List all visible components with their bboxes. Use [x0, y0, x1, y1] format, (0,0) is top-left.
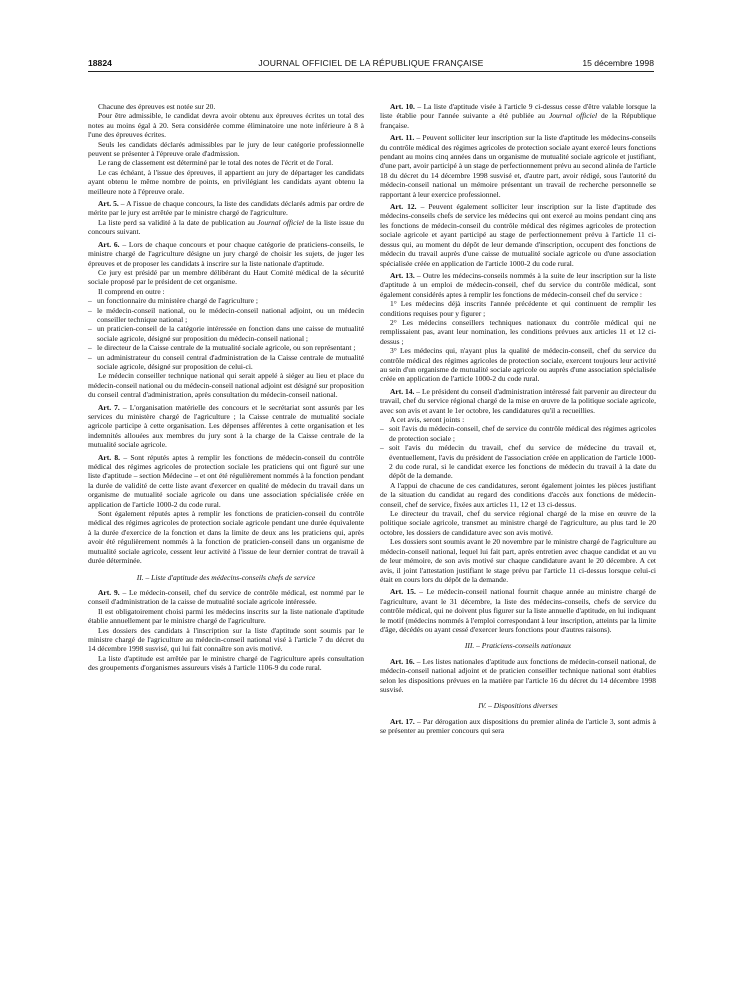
article-17 [380, 717, 656, 736]
paragraph: Le cas échéant, à l'issue des épreuves, il appartient au jury de départager les candidats ayant obtenu le même nombre de points, en privilégiant les candidats ayant obtenu la meilleure note à l'épreuve orale. [88, 167, 364, 196]
article-label: Art. 7. [98, 402, 120, 412]
article-7 [88, 403, 364, 450]
article-15 [380, 587, 656, 634]
section-title-text: III. – Praticiens-conseils nationaux [464, 641, 572, 651]
article-label: Art. 5. [98, 199, 119, 209]
paragraph: Le rang de classement est déterminé par le total des notes de l'écrit et de l'oral. [98, 158, 334, 168]
header-rule [88, 71, 654, 72]
list-item: – le directeur de la Caisse centrale de la mutualité sociale agricole, ou son représentant ; [88, 343, 364, 352]
article-text: – A l'issue de chaque concours, la liste des candidats déclarés admis par ordre de mérite par le jury est arrêtée par le ministre chargé de l'agriculture. [88, 199, 364, 218]
paragraph: A cet avis, seront joints : [390, 415, 465, 424]
article-16 [380, 657, 656, 695]
paragraph: Les dossiers des candidats à l'inscription sur la liste d'aptitude sont soumis par le ministre chargé de l'agriculture au médecin-conseil national visé à l'article 7 du décret du 14 décembre 1998 susvisé, qui lui fait connaître son avis motivé. [88, 625, 364, 654]
article-label: Art. 17. [390, 716, 415, 726]
article-text: – Lors de chaque concours et pour chaque catégorie de praticiens-conseils, le ministre chargé de l'agriculture désigne un jury chargé de choisir les sujets, de juger les épreuves et de proposer les candidats à inscrire sur la liste nationale d'aptitude. [88, 239, 364, 268]
article-12 [380, 202, 656, 268]
article-label: Art. 8. [98, 452, 121, 462]
left-column [88, 102, 364, 673]
article-14 [380, 387, 656, 415]
page-header [88, 56, 654, 72]
article-text: – Outre les médecins-conseils nommés à la suite de leur inscription sur la liste d'aptitude à un emploi de médecin-conseil, chef du service du contrôle médical, sont également considérés aptes à remplir les fonctions de médecin-conseil chef du service : [380, 270, 656, 299]
article-13 [380, 271, 656, 299]
paragraph: Il est obligatoirement choisi parmi les médecins inscrits sur la liste nationale d'aptitude établie annuellement par le ministre chargé de l'agriculture. [88, 606, 364, 626]
issue-date: 15 décembre 1998 [582, 58, 654, 68]
article-text: – Peuvent également solliciter leur inscription sur la liste d'aptitude des médecins-conseils chefs de service les médecins qui ont exercé au moins pendant cinq ans les fonctions de médecin-conseil du contrôle médical des régimes agricoles de protection sociale agricole et ayant participé au stage de perfectionnement prévu à l'article 11 ci-dessus qui, au moment du dépôt de leur demande d'inscription, occupent des fonctions de médecin du travail auprès d'une caisse de mutualité sociale agricole ou d'une association spécialisée créée en application de l'article 1000-2 du code rural. [380, 202, 656, 268]
paragraph: Ce jury est présidé par un membre délibérant du Haut Comité médical de la sécurité sociale proposé par le président de cet organisme. [88, 267, 364, 287]
page-number: 18824 [88, 58, 112, 68]
numbered-item: 1° Les médecins déjà inscrits l'année précédente et qui continuent de remplir les conditions requises pour y figurer ; [380, 299, 656, 318]
article-label: Art. 16. [390, 656, 415, 666]
article-label: Art. 6. [98, 239, 120, 249]
article-text: – Le médecin-conseil national fournit chaque année au ministre chargé de l'agriculture, avant le 31 décembre, la liste des médecins-conseils, chefs de service du contrôle médical, qui ne doivent plus figurer sur la liste annuelle d'aptitude, en lui indiquant le motif (médecins nommés à l'emploi correspondant à leur inscription, atteints par la limite d'âge, décédés ou ayant cessé d'exercer leurs fonctions pour d'autres raisons). [380, 587, 657, 634]
numbered-item: 3° Les médecins qui, n'ayant plus la qualité de médecin-conseil, chef du service du contrôle médical des régimes agricoles de protection sociale, exercent toujours leur activité au sein d'un organisme de mutualité sociale agricole ou auprès d'une association spécialisée créée en application de l'article 1000-2 du code rural. [380, 346, 656, 384]
section-title-3 [380, 641, 656, 650]
section-title-text: II. – Liste d'aptitude des médecins-conseils chefs de service [136, 572, 316, 582]
article-text: – Les listes nationales d'aptitude aux fonctions de médecin-conseil national, de médecin-conseil national adjoint et de praticien conseiller technique national sont établies selon les dispositions prévues en la matière par l'article 16 du décret du 14 décembre 1998 susvisé. [380, 656, 656, 694]
article-text: – Sont réputés aptes à remplir les fonctions de médecin-conseil du contrôle médical des régimes agricoles de protection sociale les praticiens qui ont figuré sur une liste d'aptitude – section Médecine – et ont été régulièrement nommés à la fonction pendant la durée de validité de cette liste avant d'exercer en qualité de médecin du travail dans un organisme de mutualité sociale agricole ou dans une association spécialisée créée en application de l'article 1000-2 du code rural. [88, 452, 364, 509]
paragraph: La liste d'aptitude est arrêtée par le ministre chargé de l'agriculture après consultation des groupements d'organismes assureurs visés à l'article 1106-9 du code rural. [88, 653, 364, 673]
article-10 [380, 102, 656, 130]
text-run: La liste perd sa validité à la date de publication au [98, 217, 258, 227]
article-text: – Le président du conseil d'administration intéressé fait parvenir au directeur du travail, chef du service régional chargé de la mise en œuvre de la politique sociale agricole, avec son avis et avant le 1er octobre, les candidatures qu'il a recueillies. [380, 386, 656, 415]
list-item: – soit l'avis du médecin-conseil, chef de service du contrôle médical des régimes agricoles de protection sociale ; [380, 424, 656, 443]
article-11 [380, 133, 656, 199]
article-8 [88, 453, 364, 509]
article-label: Art. 13. [390, 270, 415, 280]
article-label: Art. 10. [390, 102, 415, 111]
article-label: Art. 14. [390, 386, 415, 396]
list-item: – le médecin-conseil national, ou le médecin-conseil national adjoint, ou un médecin conseiller technique national ; [88, 306, 364, 325]
list-item: – soit l'avis du médecin du travail, chef du service de médecine du travail et, éventuellement, l'avis du président de l'association créée en application de l'article 1000-2 du code rural, si le candidat exerce les fonctions de médecin du travail à la date du dépôt de la demande. [380, 443, 656, 481]
paragraph: A l'appui de chacune de ces candidatures, seront également jointes les pièces justifiant de la situation du candidat au regard des conditions d'accès aux fonctions de médecin-conseil, chef de service, fixées aux articles 11, 12 et 13 ci-dessus. [380, 480, 656, 509]
journal-title: JOURNAL OFFICIEL DE LA RÉPUBLIQUE FRANÇAISE [258, 58, 484, 68]
section-title-4 [380, 701, 656, 710]
article-label: Art. 15. [390, 587, 416, 597]
list-item: – un fonctionnaire du ministère chargé de l'agriculture ; [88, 296, 364, 305]
paragraph: Le directeur du travail, chef du service régional chargé de la mise en œuvre de la politique sociale agricole, transmet au ministre chargé de l'agriculture, au plus tard le 20 octobre, les dossiers de candidature avec son avis motivé. [380, 509, 656, 537]
paragraph: Chacune des épreuves est notée sur 20. [98, 102, 216, 111]
journal-reference: Journal officiel [548, 111, 598, 121]
attachment-list [380, 424, 656, 480]
text-run: de la liste issue du concours suivant. [88, 217, 364, 237]
list-item: – un administrateur du conseil central d'administration de la Caisse centrale de mutualité sociale agricole, désigné sur proposition de celui-ci. [88, 353, 364, 372]
paragraph: Le médecin conseiller technique national qui serait appelé à siéger au lieu et place du médecin-conseil national ou du médecin-conseil national adjoint est désigné sur proposition du conseil central d'administration, après consultation du médecin-conseil national. [88, 371, 364, 400]
list-item: – un praticien-conseil de la catégorie intéressée en fonction dans une caisse de mutualité sociale agricole, désigné sur proposition du médecin-conseil national ; [88, 324, 364, 343]
article-text: – Par dérogation aux dispositions du premier alinéa de l'article 3, sont admis à se présenter au premier concours qui sera [380, 716, 656, 736]
paragraph: Seuls les candidats déclarés admissibles par le jury de leur catégorie professionnelle peuvent se présenter à l'épreuve orale d'admission. [88, 139, 364, 159]
article-text: – L'organisation matérielle des concours et le secrétariat sont assurés par les services du ministère chargé de l'agriculture ; la Caisse centrale de mutualité sociale agricole participe à cette organisation. Les dépenses afférentes à cette organisation et les indemnités allouées aux membres du jury sont à la charge de la Caisse centrale de la mutualité sociale agricole. [88, 402, 364, 450]
article-label: Art. 11. [390, 133, 415, 143]
paragraph [88, 218, 364, 237]
journal-reference: Journal officiel [257, 217, 304, 227]
paragraph: Les dossiers sont soumis avant le 20 novembre par le ministre chargé de l'agriculture au médecin-conseil national, lequel lui fait part, après entretien avec chaque candidat et au vu de leur mémoire, de son avis motivé sur chaque candidature avant le 20 décembre. A cet avis, il joint l'attestation justifiant le stage prévu par l'article 11 ci-dessus lorsque celui-ci était en cours lors du dépôt de la demande. [380, 537, 656, 584]
paragraph: Pour être admissible, le candidat devra avoir obtenu aux épreuves écrites un total des notes au moins égal à 20. Sera considérée comme éliminatoire une note inférieure à 8 à l'une des épreuves écrites. [88, 111, 364, 140]
article-text: – Peuvent solliciter leur inscription sur la liste d'aptitude les médecins-conseils du contrôle médical des régimes agricoles de protection sociale ayant exercé leurs fonctions pendant au moins cinq années dans un organisme de mutualité sociale agricole et justifiant, d'une part, avoir participé à un stage de perfectionnement prévu au second alinéa de l'article 18 du décret du 14 décembre 1998 susvisé et, d'autre part, avoir rédigé, sous l'autorité du médecin-conseil national un mémoire présentant un travail de recherche personnelle se rapportant à leur exercice professionnel. [380, 133, 656, 199]
article-label: Art. 12. [390, 202, 417, 212]
paragraph: Sont également réputés aptes à remplir les fonctions de praticien-conseil du contrôle médical des régimes agricoles de protection sociale agricole pendant une durée équivalente à la durée d'exercice de la fonction et dans la limite de deux ans les praticiens qui, après avoir été régulièrement nommés à la fonction de praticien-conseil dans un organisme de mutualité sociale agricole, cessent leur activité à l'issue de leur dernier contrat de travail à durée déterminée. [88, 509, 364, 566]
right-column [380, 102, 656, 736]
article-6 [88, 240, 364, 268]
section-title-2 [88, 573, 364, 582]
article-label: Art. 9. [98, 587, 120, 597]
jury-member-list [88, 296, 364, 371]
article-9 [88, 588, 364, 607]
paragraph: Il comprend en outre : [98, 286, 165, 296]
numbered-item: 2° Les médecins conseillers techniques nationaux du contrôle médical qui ne remplissaient pas, avant leur nomination, les conditions prévues aux articles 11 et 12 ci-dessus ; [380, 317, 656, 346]
article-5 [88, 199, 364, 218]
section-title-text: IV. – Dispositions diverses [478, 701, 558, 711]
article-text: – Le médecin-conseil, chef du service de contrôle médical, est nommé par le conseil d'administration de la caisse de mutualité sociale agricole intéressée. [88, 587, 364, 607]
text-run: de la République française. [380, 111, 657, 130]
text-run: – La liste d'aptitude visée à l'article 9 ci-dessus cesse d'être valable lorsque la liste établie pour l'année suivante a été publiée au [380, 102, 656, 121]
